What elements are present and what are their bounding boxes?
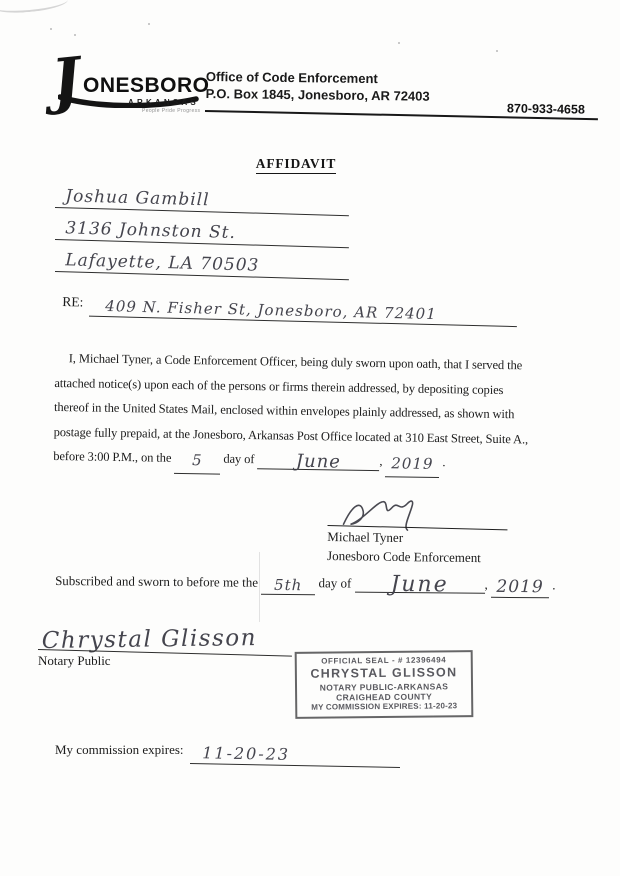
commission-label: My commission expires: — [55, 742, 184, 757]
commission-blank-line — [190, 744, 400, 768]
addressee-name-line — [55, 184, 350, 216]
sworn-day-of-label: day of — [318, 575, 352, 591]
addressee-street-line — [55, 216, 350, 248]
seal-expiration-line: MY COMMISSION EXPIRES: 11-20-23 — [311, 701, 458, 712]
logo-city-name: ONESBORO — [83, 74, 210, 97]
jonesboro-logo — [48, 44, 210, 126]
seal-number-line: OFFICIAL SEAL - # 12396494 — [321, 655, 447, 666]
notary-title: Notary Public — [38, 653, 111, 668]
officer-signature-block — [327, 490, 508, 567]
body-line: attached notice(s) upon each of the persons or firms therein addressed, by depositing copies — [54, 375, 504, 397]
sworn-comma: , — [484, 576, 488, 592]
month-blank — [257, 452, 379, 471]
year-blank — [385, 454, 439, 478]
document-title: AFFIDAVIT — [256, 156, 336, 174]
seal-state-line: NOTARY PUBLIC-ARKANSAS — [319, 681, 449, 693]
logo-initial: J — [48, 44, 84, 118]
re-row — [62, 294, 517, 327]
handwritten-day: 5 — [191, 451, 203, 470]
commission-date: 11-20-23 — [201, 743, 290, 764]
notary-signature: Chrystal Glisson — [41, 624, 258, 654]
comma: , — [379, 454, 383, 469]
notary-seal-stamp — [295, 650, 474, 719]
logo-state-label: ARKANSAS — [128, 98, 199, 107]
body-line: I, Michael Tyner, a Code Enforcement Officer, being duly sworn upon oath, that I served the — [68, 351, 523, 373]
officer-department: Jonesboro Code Enforcement — [326, 547, 481, 566]
body-date-prefix: before 3:00 P.M., on the — [53, 448, 172, 465]
scan-artifact-curve — [0, 0, 69, 15]
seal-notary-name: CHRYSTAL GLISSON — [310, 665, 458, 682]
sworn-statement-row — [55, 573, 556, 598]
logo-tagline: People Pride Progress — [142, 108, 201, 114]
body-line: thereof in the United States Mail, enclosed within envelopes plainly addressed, as shown with — [53, 399, 515, 422]
affidavit-body — [53, 346, 590, 480]
sworn-month-blank — [355, 571, 485, 598]
officer-name: Michael Tyner — [327, 528, 404, 546]
addressee-street: 3136 Johnston St. — [65, 218, 237, 244]
re-value: 409 N. Fisher St, Jonesboro, AR 72401 — [105, 297, 437, 324]
seal-county-line: CRAIGHEAD COUNTY — [336, 691, 433, 703]
addressee-city: Lafayette, LA 70503 — [65, 250, 260, 276]
title-row — [0, 155, 592, 174]
scan-speck — [74, 34, 76, 36]
period: . — [442, 455, 446, 470]
sworn-prefix: Subscribed and sworn to before me the — [55, 573, 259, 590]
sworn-handwritten-month: June — [390, 571, 449, 598]
handwritten-month: June — [295, 450, 342, 473]
sworn-day-blank — [261, 575, 315, 595]
commission-expires-row — [55, 742, 400, 764]
handwritten-year: 2019 — [391, 454, 434, 473]
sworn-handwritten-year: 2019 — [496, 576, 544, 598]
day-blank — [174, 451, 220, 474]
addressee-block — [55, 184, 349, 280]
re-label: RE: — [62, 294, 84, 310]
addressee-city-line — [55, 248, 350, 280]
notary-signature-block — [38, 624, 292, 669]
body-line: postage fully prepaid, at the Jonesboro, Arkansas Post Office located at 310 East Street, Suite A., — [53, 424, 529, 446]
scan-speck — [50, 28, 52, 30]
sworn-period: . — [552, 577, 556, 593]
office-address-block — [206, 68, 430, 105]
office-phone: 870-933-4658 — [506, 101, 585, 117]
office-po-box: P.O. Box 1845, Jonesboro, AR 72403 — [205, 85, 430, 104]
scan-speck — [398, 42, 400, 44]
sworn-year-blank — [491, 576, 549, 599]
office-name: Office of Code Enforcement — [205, 68, 378, 87]
day-of-label: day of — [223, 451, 255, 467]
re-blank-line — [89, 296, 517, 327]
scan-speck — [148, 23, 150, 25]
addressee-name: Joshua Gambill — [65, 186, 210, 211]
sworn-handwritten-day: 5th — [274, 575, 303, 595]
scan-speck — [496, 50, 498, 52]
